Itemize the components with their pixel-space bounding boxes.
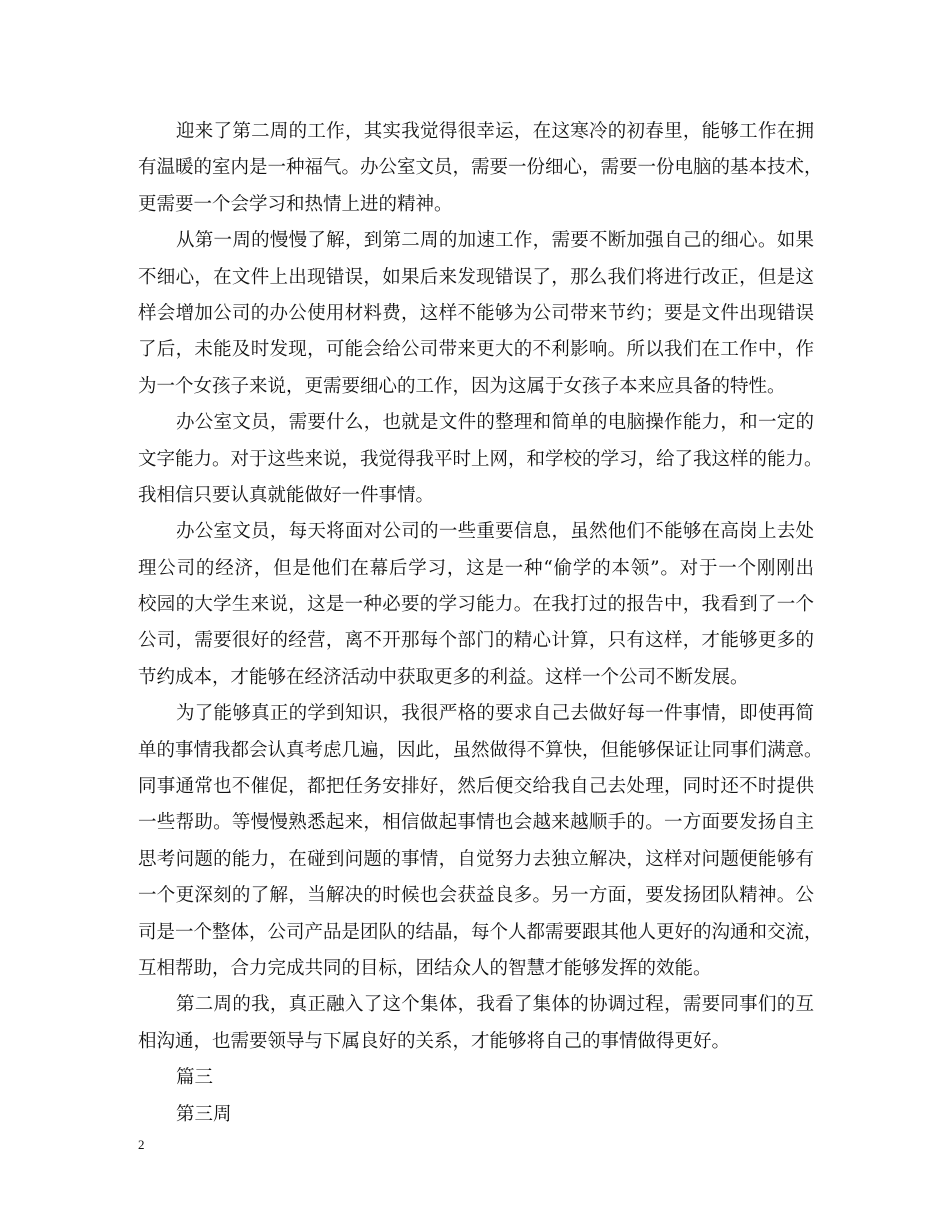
text-line: 节约成本，才能够在经济活动中获取更多的利益。这样一个公司不断发展。 <box>138 666 749 688</box>
text-line: 司是一个整体，公司产品是团队的结晶，每个人都需要跟其他人更好的沟通和交流， <box>138 921 823 943</box>
text-line: 文字能力。对于这些来说，我觉得我平时上网，和学校的学习，给了我这样的能力。 <box>138 448 823 470</box>
page-number: 2 <box>138 1137 145 1152</box>
text-line: 理公司的经济，但是他们在幕后学习，这是一种“偷学的本领”。对于一个刚刚出 <box>138 557 814 579</box>
text-line: 更需要一个会学习和热情上进的精神。 <box>138 193 453 215</box>
text-line: 了后，未能及时发现，可能会给公司带来更大的不利影响。所以我们在工作中，作 <box>138 339 814 361</box>
text-line: 有温暖的室内是一种福气。办公室文员，需要一份细心，需要一份电脑的基本技术， <box>138 157 823 179</box>
text-line: 第三周 <box>176 1103 232 1125</box>
text-line: 同事通常也不催促，都把任务安排好，然后便交给我自己去处理，同时还不时提供 <box>138 776 814 798</box>
text-line: 思考问题的能力，在碰到问题的事情，自觉努力去独立解决，这样对问题便能够有 <box>138 848 814 870</box>
text-line: 为一个女孩子来说，更需要细心的工作，因为这属于女孩子本来应具备的特性。 <box>138 375 786 397</box>
text-line: 相沟通，也需要领导与下属良好的关系，才能够将自己的事情做得更好。 <box>138 1030 731 1052</box>
text-line: 不细心，在文件上出现错误，如果后来发现错误了，那么我们将进行改正，但是这 <box>138 266 814 288</box>
text-line: 篇三 <box>176 1067 214 1089</box>
text-line: 办公室文员，需要什么，也就是文件的整理和简单的电脑操作能力，和一定的 <box>176 412 814 434</box>
text-line: 第二周的我，真正融入了这个集体，我看了集体的协调过程，需要同事们的互 <box>176 994 814 1016</box>
text-line: 公司，需要很好的经营，离不开那每个部门的精心计算，只有这样，才能够更多的 <box>138 630 814 652</box>
text-line: 校园的大学生来说，这是一种必要的学习能力。在我打过的报告中，我看到了一个 <box>138 594 814 616</box>
text-line: 一些帮助。等慢慢熟悉起来，相信做起事情也会越来越顺手的。一方面要发扬自主 <box>138 812 814 834</box>
text-line: 单的事情我都会认真考虑几遍，因此，虽然做得不算快，但能够保证让同事们满意。 <box>138 739 823 761</box>
document-body <box>138 114 823 1133</box>
text-line: 样会增加公司的办公使用材料费，这样不能够为公司带来节约；要是文件出现错误 <box>138 302 814 324</box>
text-line: 我相信只要认真就能做好一件事情。 <box>138 484 435 506</box>
text-line: 迎来了第二周的工作，其实我觉得很幸运，在这寒冷的初春里，能够工作在拥 <box>176 121 814 142</box>
text-line: 办公室文员，每天将面对公司的一些重要信息，虽然他们不能够在高岗上去处 <box>176 521 814 543</box>
text-line: 为了能够真正的学到知识，我很严格的要求自己去做好每一件事情，即使再简 <box>176 703 814 725</box>
text-line: 从第一周的慢慢了解，到第二周的加速工作，需要不断加强自己的细心。如果 <box>176 230 814 252</box>
text-line: 一个更深刻的了解，当解决的时候也会获益良多。另一方面，要发扬团队精神。公 <box>138 885 814 907</box>
text-line: 互相帮助，合力完成共同的目标，团结众人的智慧才能够发挥的效能。 <box>138 957 712 979</box>
